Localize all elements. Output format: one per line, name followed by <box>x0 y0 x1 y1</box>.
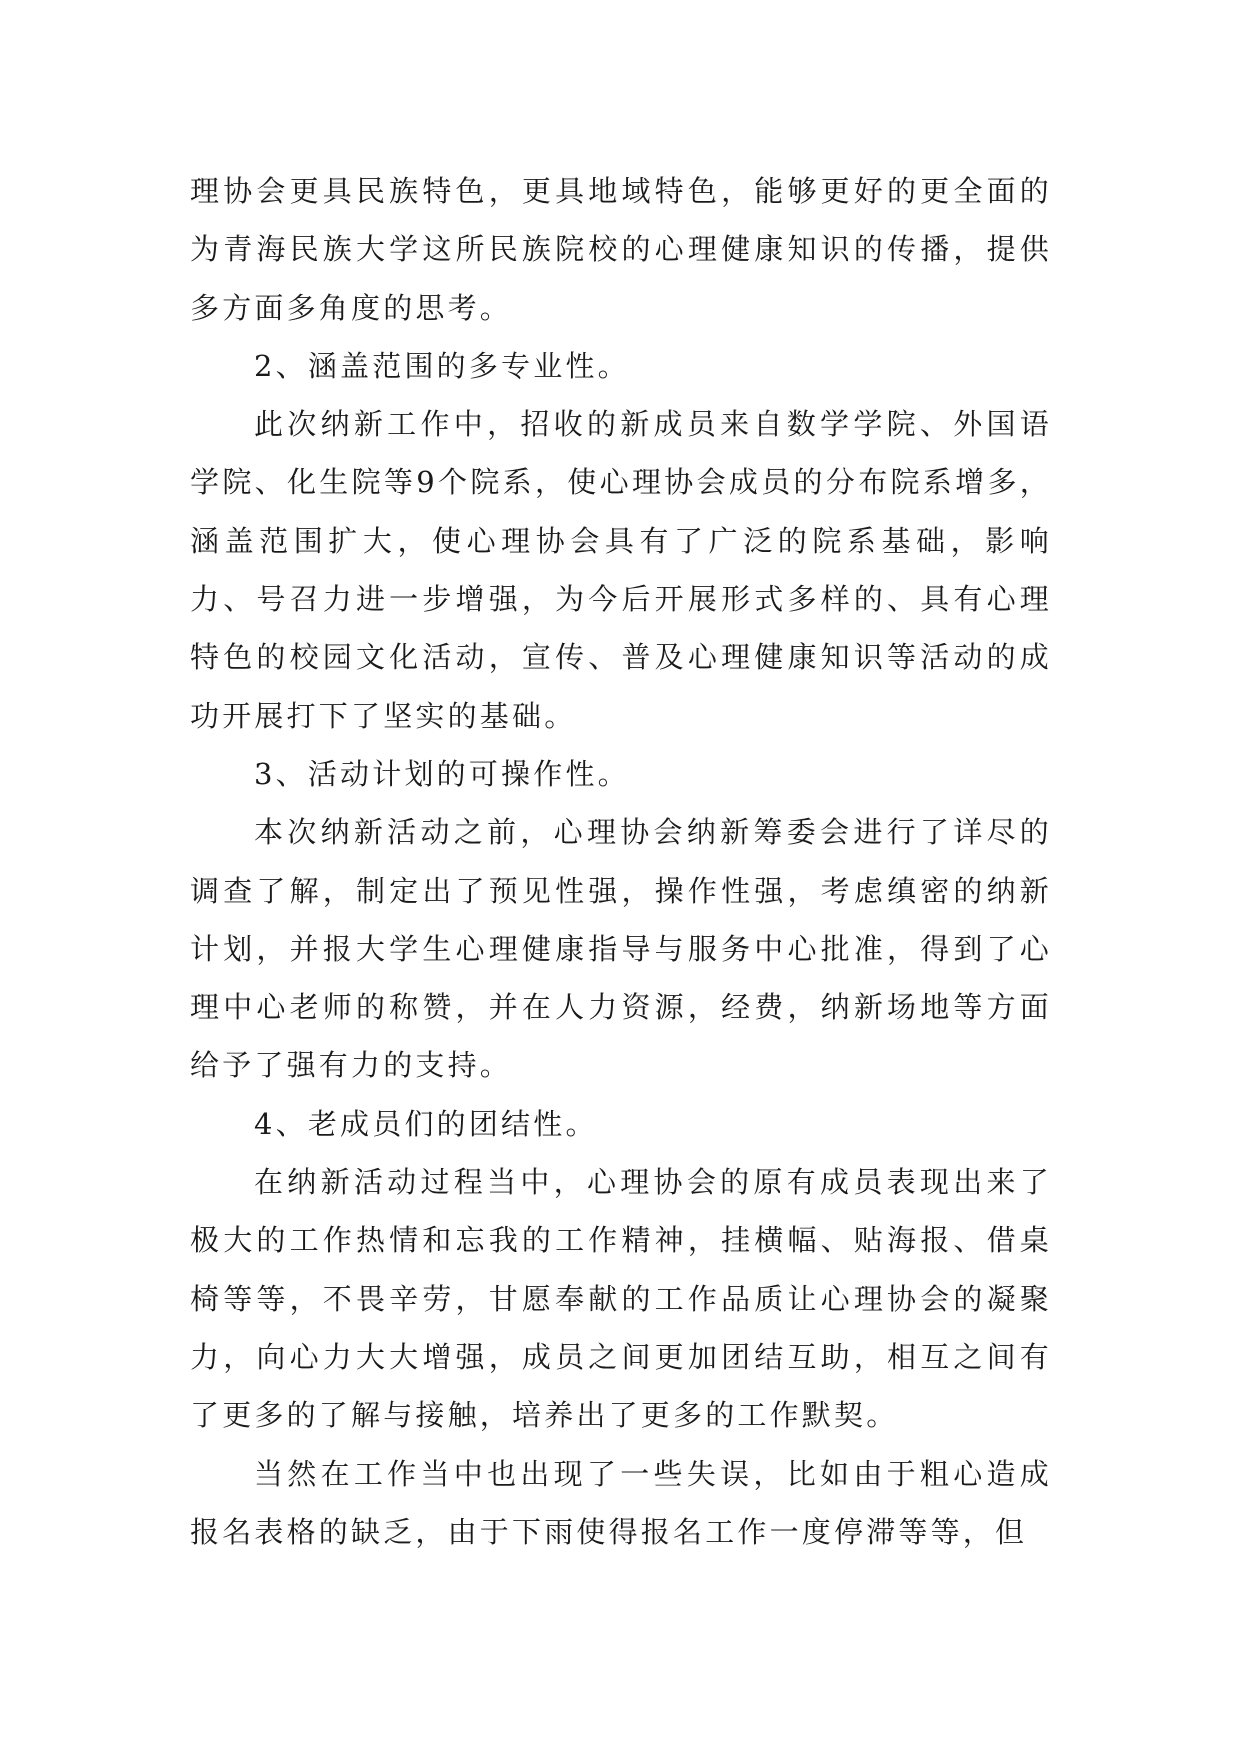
heading-item-3: 3、活动计划的可操作性。 <box>254 756 630 791</box>
paragraph-coverage: 此次纳新工作中，招收的新成员来自数学学院、外国语学院、化生院等9个院系，使心理协会成员的分布院系增多，涵盖范围扩大，使心理协会具有了广泛的院系基础，影响力、号召力进一步增强，为今后开展形式多样的、具有心理特色的校园文化活动，宣传、普及心理健康知识等活动的成功开展打下了坚实的基础。 <box>190 407 1052 733</box>
paragraph-plan: 本次纳新活动之前，心理协会纳新筹委会进行了详尽的调查了解，制定出了预见性强，操作性强，考虑缜密的纳新计划，并报大学生心理健康指导与服务中心批准，得到了心理中心老师的称赞，并在人力资源，经费，纳新场地等方面给予了强有力的支持。 <box>190 815 1052 1083</box>
paragraph-unity: 在纳新活动过程当中，心理协会的原有成员表现出来了极大的工作热情和忘我的工作精神，挂横幅、贴海报、借桌椅等等，不畏辛劳，甘愿奉献的工作品质让心理协会的凝聚力，向心力大大增强，成员之间更加团结互助，相互之间有了更多的了解与接触，培养出了更多的工作默契。 <box>190 1165 1052 1433</box>
paragraph-continued: 理协会更具民族特色，更具地域特色，能够更好的更全面的为青海民族大学这所民族院校的心理健康知识的传播，提供多方面多角度的思考。 <box>190 174 1052 325</box>
heading-item-2: 2、涵盖范围的多专业性。 <box>254 348 630 383</box>
paragraph-mistakes: 当然在工作当中也出现了一些失误，比如由于粗心造成报名表格的缺乏，由于下雨使得报名工作一度停滞等等，但 <box>190 1456 1052 1549</box>
heading-item-4: 4、老成员们的团结性。 <box>254 1106 598 1141</box>
document-body <box>190 162 1052 1561</box>
